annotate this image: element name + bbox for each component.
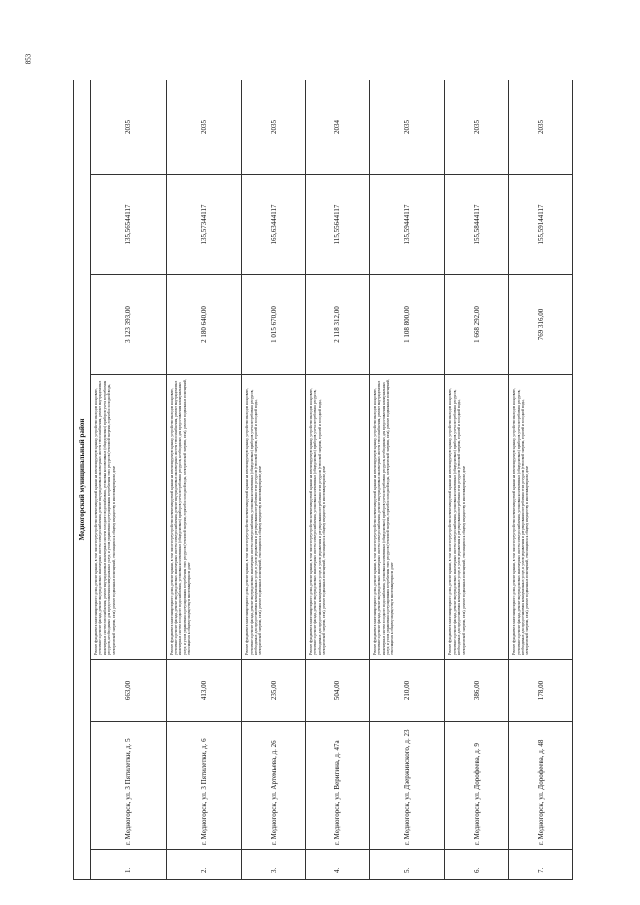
table-row xyxy=(242,80,306,880)
works-cost: 2 118 312,00 xyxy=(306,275,370,375)
table-row xyxy=(369,80,445,880)
house-area: 413,00 xyxy=(166,660,242,722)
code-value: 135,59444117 xyxy=(369,175,445,275)
house-address: г. Медногорск, ул. 3 Пятилетки, д. 6 xyxy=(166,722,242,850)
row-number: 1. xyxy=(91,850,167,880)
house-address: г. Медногорск, ул. Веригина, д. 47а xyxy=(306,722,370,850)
code-value: 135,57344117 xyxy=(166,175,242,275)
planned-year: 2035 xyxy=(445,80,509,175)
planned-year: 2035 xyxy=(242,80,306,175)
planned-year: 2034 xyxy=(306,80,370,175)
page-number-text: 853 xyxy=(24,53,32,65)
row-number: 5. xyxy=(369,850,445,880)
works-cost: 769 316,00 xyxy=(509,275,573,375)
code-value: 135,56544117 xyxy=(91,175,167,275)
works-list: Ремонт фундамента многоквартирного дома, ремонт крыши, в том числе переустройство невентилируемой крыши на вентилируемую крышу, устройство выходов на кровлю, утепление и ремонт фасада, ремонт внутридомовых инженерных систем электроснабжения, ремонт внутридомовых инженерных систем теплоснабжения, ремонт внутридомовых инженерных систем газоснабжения, ремонт внутридомовых инженерных систем холодного водоснабжения, установка коллективных (общедомовых) приборов учета потребления ресурсов, необходимых для предоставления коммунальных услуг, и узлов управления и регулирования потребления этих ресурсов (тепловой энергии, горячей и холодной воды, электрической энергии, газа), ремонт подвальных помещений, относящихся к общему имуществу в многоквартирном доме xyxy=(91,375,167,660)
code-value: 155,59144117 xyxy=(509,175,573,275)
planned-year: 2035 xyxy=(91,80,167,175)
works-list: Ремонт фундамента многоквартирного дома, ремонт крыши, в том числе переустройство невентилируемой крыши на вентилируемую крышу, устройство выходов на кровлю, утепление и ремонт фасада, ремонт внутридомовых инженерных систем электроснабжения, ремонт внутридомовых инженерных систем теплоснабжения, ремонт внутридомовых инженерных систем холодного водоснабжения, установка коллективных (общедомовых) приборов учета потребления ресурсов, необходимых для предоставления коммунальных услуг, и узлов управления и регулирования потребления этих ресурсов (тепловой энергии, горячей и холодной воды, электрической энергии, газа), ремонт подвальных помещений, относящихся к общему имуществу в многоквартирном доме xyxy=(166,375,242,660)
house-area: 663,00 xyxy=(91,660,167,722)
works-cost: 2 180 640,00 xyxy=(166,275,242,375)
house-address: г. Медногорск, ул. Дзержинского, д. 23 xyxy=(369,722,445,850)
house-area: 210,00 xyxy=(369,660,445,722)
district-header-row xyxy=(74,80,91,880)
house-address: г. Медногорск, ул. Дорофеева, д. 48 xyxy=(509,722,573,850)
works-list: Ремонт фундамента многоквартирного дома, ремонт крыши, в том числе переустройство невентилируемой крыши на вентилируемую крышу, устройство выходов на кровлю, утепление и ремонт фасада, ремонт внутридомовых инженерных систем электроснабжения, установка коллективных (общедомовых) приборов учета потребления ресурсов, необходимых для предоставления коммунальных услуг, и узлов управления и регулирования потребления этих ресурсов (тепловой энергии, горячей и холодной воды, электрической энергии, газа), ремонт подвальных помещений, относящихся к общему имуществу в многоквартирном доме xyxy=(242,375,306,660)
document-page xyxy=(73,80,573,880)
district-name: Медногорский муниципальный район xyxy=(74,80,91,880)
house-area: 235,00 xyxy=(242,660,306,722)
works-list: Ремонт фундамента многоквартирного дома, ремонт крыши, в том числе переустройство невентилируемой крыши на вентилируемую крышу, устройство выходов на кровлю, утепление и ремонт фасада, ремонт внутридомовых инженерных систем электроснабжения, ремонт внутридомовых инженерных систем теплоснабжения, ремонт внутридомовых инженерных систем холодного водоснабжения, установка коллективных (общедомовых) приборов учета потребления ресурсов, необходимых для предоставления коммунальных услуг, и узлов управления и регулирования потребления этих ресурсов (тепловой энергии, горячей и холодной воды, электрической энергии, газа), ремонт подвальных помещений, относящихся к общему имуществу в многоквартирном доме xyxy=(369,375,445,660)
row-number: 6. xyxy=(445,850,509,880)
house-address: г. Медногорск, ул. Артемьева, д. 26 xyxy=(242,722,306,850)
table-row xyxy=(445,80,509,880)
works-cost: 1 668 292,00 xyxy=(445,275,509,375)
works-cost: 3 123 393,00 xyxy=(91,275,167,375)
works-list: Ремонт фундамента многоквартирного дома, ремонт крыши, в том числе переустройство невентилируемой крыши на вентилируемую крышу, устройство выходов на кровлю, утепление и ремонт фасада, ремонт внутридомовых инженерных систем электроснабжения, установка коллективных (общедомовых) приборов учета потребления ресурсов, необходимых для предоставления коммунальных услуг, и узлов управления и регулирования потребления этих ресурсов (тепловой энергии, горячей и холодной воды, электрической энергии, газа), ремонт подвальных помещений, относящихся к общему имуществу в многоквартирном доме xyxy=(306,375,370,660)
house-area: 386,00 xyxy=(445,660,509,722)
page-number xyxy=(22,48,34,66)
planned-year: 2035 xyxy=(166,80,242,175)
table-row xyxy=(91,80,167,880)
code-value: 155,58444117 xyxy=(445,175,509,275)
house-address: г. Медногорск, ул. 3 Пятилетки, д. 5 xyxy=(91,722,167,850)
house-area: 504,00 xyxy=(306,660,370,722)
row-number: 4. xyxy=(306,850,370,880)
planned-year: 2035 xyxy=(509,80,573,175)
works-list: Ремонт фундамента многоквартирного дома, ремонт крыши, в том числе переустройство невентилируемой крыши на вентилируемую крышу, устройство выходов на кровлю, утепление и ремонт фасада, ремонт внутридомовых инженерных систем электроснабжения, установка коллективных (общедомовых) приборов учета потребления ресурсов, необходимых для предоставления коммунальных услуг, и узлов управления и регулирования потребления этих ресурсов (тепловой энергии, горячей и холодной воды, электрической энергии, газа), ремонт подвальных помещений, относящихся к общему имуществу в многоквартирном доме xyxy=(509,375,573,660)
table-row xyxy=(306,80,370,880)
table-row xyxy=(509,80,573,880)
works-list: Ремонт фундамента многоквартирного дома, ремонт крыши, в том числе переустройство невентилируемой крыши на вентилируемую крышу, устройство выходов на кровлю, утепление и ремонт фасада, ремонт внутридомовых инженерных систем электроснабжения, установка коллективных (общедомовых) приборов учета потребления ресурсов, необходимых для предоставления коммунальных услуг, и узлов управления и регулирования потребления этих ресурсов (тепловой энергии, горячей и холодной воды, электрической энергии, газа), ремонт подвальных помещений, относящихся к общему имуществу в многоквартирном доме xyxy=(445,375,509,660)
capital-repair-table xyxy=(73,80,573,880)
works-cost: 1 015 670,00 xyxy=(242,275,306,375)
row-number: 2. xyxy=(166,850,242,880)
table-row xyxy=(166,80,242,880)
code-value: 115,55644117 xyxy=(306,175,370,275)
works-cost: 1 108 800,00 xyxy=(369,275,445,375)
house-address: г. Медногорск, ул. Дорофеева, д. 9 xyxy=(445,722,509,850)
row-number: 7. xyxy=(509,850,573,880)
row-number: 3. xyxy=(242,850,306,880)
planned-year: 2035 xyxy=(369,80,445,175)
house-area: 178,00 xyxy=(509,660,573,722)
rotated-table-container xyxy=(73,80,573,880)
code-value: 165,63444117 xyxy=(242,175,306,275)
